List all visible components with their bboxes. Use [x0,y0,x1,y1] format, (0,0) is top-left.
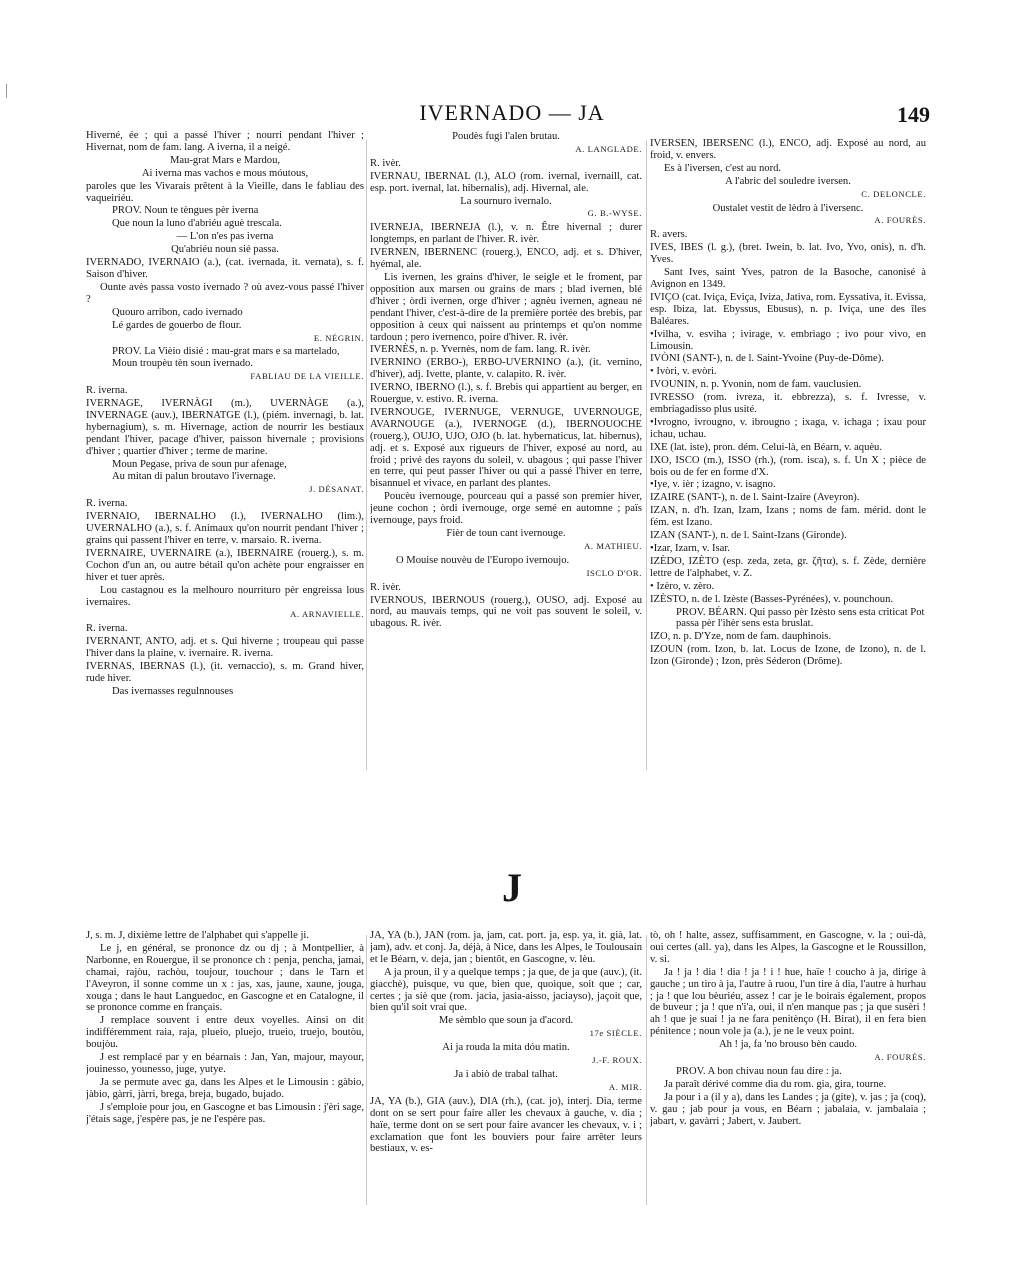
citation-source: J. DÉSANAT. [309,484,364,495]
quotation-verse: Ai ja rouda la mita dóu matin. [442,1042,570,1054]
entry-paragraph: Ja se permute avec ga, dans les Alpes et le Limousin : gàbio, jàbio, gàrri, jàrri, brega, breja, bugado, bujado. [86,1076,364,1100]
column-rule-1 [366,140,367,770]
column-1 [86,130,364,770]
column-3 [650,138,926,778]
entry-paragraph: J, s. m. J, dixième lettre de l'alphabet qui s'appelle ji. [86,930,309,941]
quotation-verse: O Mouise nouvèu de l'Europo ivernoujo. [396,554,570,566]
quotation-verse: Mau-grat Mars e Mardou, [169,154,281,166]
citation-source: A. FOURÈS. [874,1052,926,1063]
entry-paragraph: IVERNADO, IVERNAIO (a.), (cat. ivernada, it. vernata), s. f. Saison d'hiver. [86,257,364,280]
entry-paragraph: IVERNAS, IBERNAS (l.), (it. vernaccio), s. m. Grand hiver, rude hiver. [86,661,364,684]
entry-paragraph: A ja proun, il y a quelque temps ; ja que, de ja que (auv.), (it. giacchè), puisque, vu que, bien que, quoique, soit que ; car, certes ; ja siè que (rom. jacia, jasia-aisso, jaciayso), jaçoit que, bien qu'il soit vrai que. [370,966,642,1014]
entry-paragraph: • Ivòri, v. evòri. [650,366,717,378]
entry-paragraph: R. iverna. [86,623,128,635]
entry-paragraph: IZO, n. p. D'Yze, nom de fam. dauphinois. [650,631,832,643]
entry-paragraph: IVERNAIO, IBERNALHO (l.), IVERNALHO (lim.), UVERNALHO (a.), s. f. Animaux qu'on nourrit pendant l'hiver ; grains qui passent l'hiver en terre, v. marsaio. R. iverna. [86,511,364,546]
citation-source: A. FOURÈS. [874,215,926,226]
entry-paragraph: R. avers. [650,229,688,241]
entry-paragraph: IZAN (SANT-), n. de l. Saint-Izans (Gironde). [650,530,847,542]
entry-paragraph: Lis ivernen, les grains d'hiver, le seigle et le froment, par opposition aux marsen ou grains de mars ; blad ivernen, blé d'hiver ; òrdi ivernen, orge d'hiver ; agnèu ivernen, agneau né pendant l'hiver, c'est-à-dire de la première portée des brebis, par opposition à ceux qui naissent au printemps et qu'on nomme tardoun ; pero ivernenco, poire d'hiver. R. ivèr. [370,271,642,343]
entry-paragraph: IVIÇO (cat. Iviça, Eviça, Iviza, Jativa, rom. Eyssativa, it. Evissa, esp. Ibiza, lat. Ebyssus, Ebusus), n. p. Iviça, une des îles Baléares. [650,291,926,327]
entry-paragraph: Le j, en général, se prononce dz ou dj ; à Montpellier, à Narbonne, en Rouergue, il se prononce ch : penja, pencha, jamai, chamai, rajòu, rachòu, toujour, touchour ; dans le Tarn et l'Aveyron, il sonne comme un x : jas, xas, jaune, xaune, jouga, xouga ; dans le haut Languedoc, en Gascogne et en Catalogne, il se prononce comme en français. [86,942,364,1014]
entry-paragraph: JA, YA (b.), JAN (rom. ja, jam, cat. port. ja, esp. ya, it. già, lat. jam), adv. et conj. Ja, déjà, à Nice, dans les Alpes, le Toulousain et le Béarn, v. deja, jan ; bientôt, en Gascogne, v. lèu. [370,930,642,965]
entry-paragraph: •Izar, Izarn, v. Isar. [650,543,730,554]
entry-paragraph: R. ivèr. [370,157,401,169]
quotation-verse: PROV. La Vièio disié : mau-grat mars e sa martelado, Moun troupèu tèn soun ivernado. [112,346,340,370]
citation-source: A. ARNAVIELLE. [290,609,364,620]
entry-paragraph: IVERSEN, IBERSENC (l.), ENCO, adj. Exposé au nord, au froid, v. envers. [650,138,926,161]
entry-paragraph: paroles que les Vivarais prêtent à la Vieille, dans le fabliau des vaqueiriéu. [86,180,364,204]
quotation-verse: Ah ! ja, fa 'no brouso bèn caudo. [718,1039,858,1051]
entry-paragraph: IVERNAGE, IVERNÀGI (m.), UVERNÀGE (a.), INVERNAGE (auv.), IBERNATGE (l.), (piém. invernagi, b. lat. hybernagium), s. m. Hivernage, action de nourrir les bestiaux pendant l'hiver, pacage d'hiver, paisson hivernale ; provisions d'hiver ; quartier d'hiver ; terme de marine. [86,398,364,457]
citation-source: 17e SIÈCLE. [589,1028,642,1039]
citation-source: FABLIAU DE LA VIEILLE. [250,371,364,382]
entry-paragraph: Lou castagnou es la melhouro nourrituro pèr engreissa lous ivernaires. [86,584,364,608]
quotation-verse: A l'abric del souledre iversen. [725,175,851,187]
entry-paragraph: J s'emploie pour jou, en Gascogne et bas Limousin : j'èri sage, j'étais sage, j'espère pas, je ne l'espère pas. [86,1101,364,1125]
entry-paragraph: R. iverna. [86,385,128,397]
citation-source: A. MATHIEU. [584,540,642,551]
entry-paragraph: IVERNÈS, n. p. Yvernès, nom de fam. lang. R. ivèr. [370,344,591,356]
quotation-verse: Moun Pegase, priva de soun pur afenage, [112,458,287,470]
column-2 [370,130,642,770]
entry-paragraph: Ja pour i a (il y a), dans les Landes ; ja (gite), v. jas ; ja (coq), v. gau ; jab pour ja vous, en Béarn ; jabalaia, v. jambalaia ; jabart, v. gavàrri ; Jabert, v. Jaubert. [650,1091,926,1127]
quotation-verse: Au mitan di palun broutavo l'ivernage. [112,471,276,483]
citation-source: ISCLO D'OR. [586,567,642,578]
citation-source: E. NÉGRIN. [313,332,364,343]
quotation-verse: Fièr de toun cant ivernouge. [446,528,566,539]
quotation-verse: Das ivernasses regulnnouses [112,685,234,697]
entry-paragraph: JA, YA (b.), GIA (auv.), DIA (rh.), (cat. jo), interj. Dia, terme dont on se sert pour faire aller les chevaux à gauche, v. dia ; haïe, terme dont on se sert pour faire avancer les chevaux, v. i ; exclamation que font les bouviers pour faire arrêter leurs bestiaux, v. es- [370,1095,642,1155]
entry-paragraph: IVERNANT, ANTO, adj. et s. Qui hiverne ; troupeau qui passe l'hiver dans la plaine, v. ivernaire. R. iverna. [86,636,364,660]
entry-paragraph: Poucèu ivernouge, pourceau qui a passé son premier hiver, jeune cochon ; òrdi ivernouge, orge semé en automne ; païs ivernouge, pays froid. [370,491,642,527]
column-rule-2 [646,140,647,770]
entry-paragraph: IVERNAU, IBERNAL (l.), ALO (rom. ivernal, ivernaill, cat. esp. port. ivernal, lat. hibernalis), adj. Hivernal, ale. [370,170,642,194]
entry-paragraph: R. ivèr. [370,581,401,593]
entry-paragraph: Sant Ives, saint Yves, patron de la Basoche, canonisé à Avignon en 1349. [650,267,926,290]
entry-paragraph: IVERNAIRE, UVERNAIRE (a.), IBERNAIRE (rouerg.), s. m. Cochon d'un an, ou autre bétail qu'on achète pour engraisser en hiver et tuer après. [86,547,364,583]
entry-paragraph: IVES, IBES (l. g.), (bret. Iwein, b. lat. Ivo, Yvo, onis), n. d'h. Yves. [650,242,926,266]
entry-paragraph: IZAN, n. d'h. Izan, Izam, Izans ; noms de fam. mérid. dont le fém. est Izano. [650,505,926,529]
quotation-verse: La sournuro ivernalo. [460,195,552,207]
entry-paragraph: IZAIRE (SANT-), n. de l. Saint-Izaire (Aveyron). [650,492,860,504]
entry-paragraph: •Ivrogno, ivrougno, v. ibrougno ; ixaga, v. ichaga ; ixau pour ichau, uchau. [650,416,926,440]
column-6 [650,930,926,1220]
entry-paragraph: IZÈDO, IZÈTO (esp. zeda, zeta, gr. ζῆτα), s. f. Zède, dernière lettre de l'alphabet, v. Z. [650,555,926,579]
quotation-verse: PROV. BÉARN. Qui passo pèr Izèsto sens esta criticat Pot passa pèr l'ihèr sens esta bruslat. [676,606,925,630]
entry-paragraph: • Izèro, v. zèro. [650,580,715,592]
entry-paragraph: •Iye, v. ièr ; izagno, v. isagno. [650,479,776,491]
quotation-verse: Ai iverna mas vachos e mous móutous, [141,167,309,179]
citation-source: A. LANGLADE. [575,143,642,154]
column-rule-4 [646,935,647,1205]
page-number: 149 [897,102,930,127]
entry-paragraph: IVERNOUS, IBERNOUS (rouerg.), OUSO, adj. Exposé au nord, au mauvais temps, qui ne voit pas souvent le soleil, v. ubagous. R. ivèr. [370,594,642,630]
entry-paragraph: IVERNOUGE, IVERNUGE, VERNUGE, UVERNOUGE, AVARNOUGE (a.), IVERNOGE (d.), IBERNOUOCHE (rouerg.), OUJO, UJO, OJO (b. lat. hybernaticus, lat. hibernus), adj. et s. Exposé aux rigueurs de l'hiver, exposé au nord, au froid ; privé des rayons du soleil, v. ubagous ; qui passe l'hiver en terre, qui peut passer l'hiver ou qui a passé l'hiver en terre, bisannuel et vivace, en parlant des plantes. [370,406,642,490]
page-edge-mark [6,84,7,98]
quotation-verse: Quouro arribon, cado ivernado [112,306,243,318]
column-rule-3 [366,935,367,1205]
entry-paragraph: J remplace souvent i entre deux voyelles. Ainsi on dit indifféremment raia, raja, plueio, pluejo, trueio, truejo, boutòu, boujòu. [86,1015,364,1051]
entry-paragraph: IXO, ISCO (m.), ISSO (rh.), (rom. isca), s. f. Un X ; pièce de bois ou de fer en forme d'X. [650,454,926,478]
entry-paragraph: IVERNO, IBERNO (l.), s. f. Brebis qui appartient au berger, en Rouergue, v. estivo. R. iverna. [370,382,642,406]
entry-paragraph: Ja ! ja ! dia ! dia ! ja ! i ! hue, haïe ! coucho à ja, dirige à gauche ; un tiro à ja, l'autre à ruou, l'un tire à dia, l'autre à hurhau ; ja ! que lou bèuriéu, assez ! car je le boirais également, propos de buveur ; ja ! que n'i'a, oui, il n'en manque pas ; ja que susèri ! ah ! que je suai ! ja ne fara penitènço (H. Birat), il en fera bien pénitence ; noun vole ja (a.), je ne le veux point. [650,966,926,1038]
citation-source: J.-F. ROUX. [592,1055,642,1066]
entry-paragraph: IZÈSTO, n. de l. Izèste (Basses-Pyrénées), v. pounchoun. [650,593,894,605]
entry-paragraph: IZOUN (rom. Izon, b. lat. Locus de Izone, de Izono), n. de l. Izon (Gironde) ; Izon, près Séderon (Drôme). [650,644,926,668]
entry-paragraph: IVOUNIN, n. p. Yvonin, nom de fam. vauclusien. [650,379,862,391]
entry-paragraph: IVERNINO (ERBO-), ERBO-UVERNINO (a.), (it. vernino, d'hiver), adj. Ivette, plante, v. calapito. R. ivèr. [370,357,642,381]
quotation-verse: Lé gardes de gouerbo de flour. [112,319,242,331]
section-letter: J [502,865,522,910]
page-title: IVERNADO — JA [419,100,605,125]
quotation-verse: Oustalet vestit de lèdro à l'iversenc. [712,202,864,214]
running-head [0,100,1024,134]
entry-paragraph: Hiverné, ée ; qui a passé l'hiver ; nourri pendant l'hiver ; Hivernat, nom de fam. lang. A iverna, il a neigé. [86,130,364,153]
citation-source: A. MIR. [608,1081,642,1092]
citation-source: G. B.-WYSE. [587,208,642,219]
quotation-verse: — L'on n'es pas iverna [176,231,274,243]
citation-source: C. DELONCLE. [861,188,926,199]
quotation-verse: PROV. Noun te tèngues pèr iverna [112,205,259,217]
quotation-verse: Que noun la luno d'abriéu aguè trescala. [112,218,282,230]
entry-paragraph: IVÒNI (SANT-), n. de l. Saint-Yvoine (Puy-de-Dôme). [650,353,884,365]
entry-paragraph: R. iverna. [86,498,128,510]
entry-paragraph: IXE (lat. iste), pron. dém. Celui-là, en Béarn, v. aquèu. [650,441,883,453]
quotation-verse: Poudès fugi l'alen brutau. [452,131,560,142]
column-5 [370,930,642,1220]
column-4 [86,930,364,1220]
entry-paragraph: tò, oh ! halte, assez, suffisamment, en Gascogne, v. la ; oui-dà, oui certes (all. ya), dans les Alpes, la Gascogne et le Roussillon, v. si. [650,930,926,965]
quotation-verse: Me sèmblo que soun ja d'acord. [438,1015,574,1027]
quotation-verse: PROV. A bon chivau noun fau dire : ja. [676,1065,842,1077]
quotation-verse: Qu'abriéu noun sié passa. [171,244,279,256]
entry-paragraph: IVERNEN, IBERNENC (rouerg.), ENCO, adj. et s. D'hiver, hyémal, ale. [370,247,642,271]
quotation-verse: Ja i abiò de trabal talhat. [454,1068,558,1080]
entry-paragraph: IVERNEJA, IBERNEJA (l.), v. n. Être hivernal ; durer longtemps, en parlant de l'hiver. R. ivèr. [370,222,642,246]
entry-paragraph: J est remplacé par y en béarnais : Jan, Yan, majour, mayour, jouinesso, younesso, juge, yutye. [86,1052,364,1075]
entry-paragraph: Es à l'iversen, c'est au nord. [664,162,782,174]
entry-paragraph: IVRESSO (rom. ivreza, it. ebbrezza), s. f. Ivresse, v. embriagadisso plus usité. [650,392,926,416]
entry-paragraph: •Ivilha, v. esviha ; ivirage, v. embriago ; ivo pour vivo, en Limousin. [650,328,926,352]
entry-paragraph: Ja paraît dérivé comme dia du rom. gia, gira, tourne. [664,1078,887,1090]
entry-paragraph: Ounte avès passa vosto ivernado ? où avez-vous passé l'hiver ? [86,281,364,305]
